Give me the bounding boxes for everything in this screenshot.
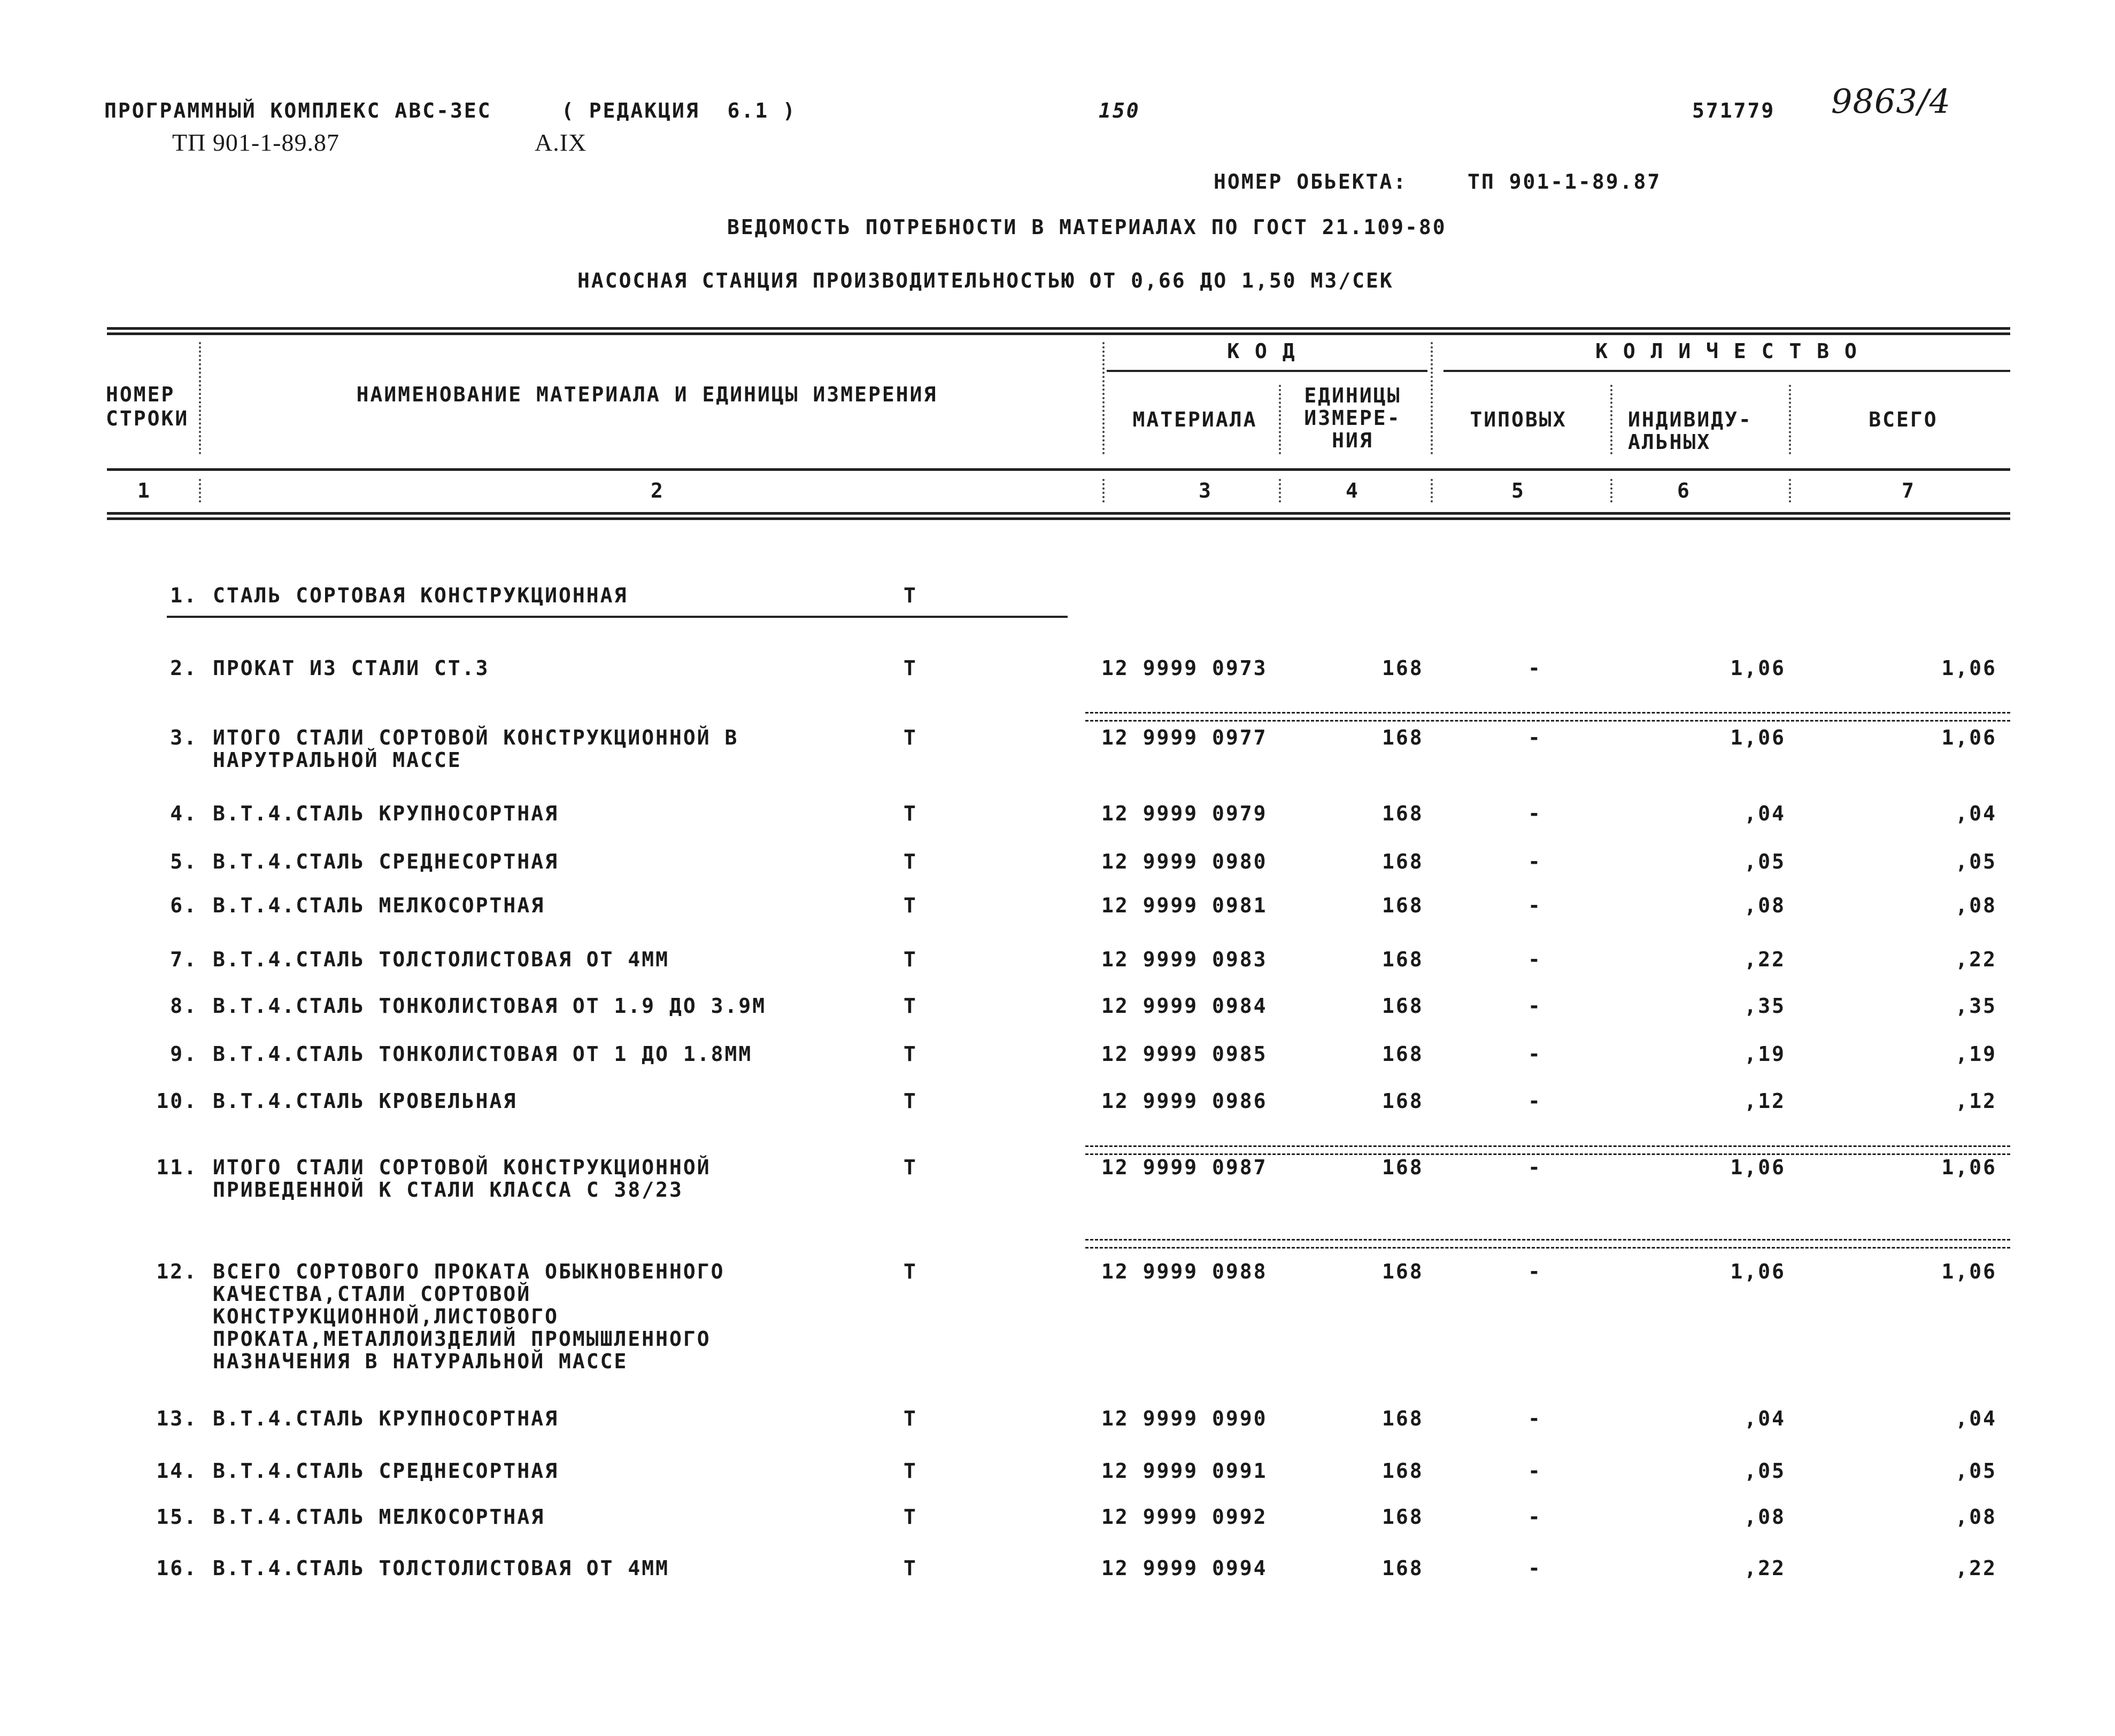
row-material-name-line: СТАЛЬ СОРТОВАЯ КОНСТРУКЦИОННАЯ <box>213 584 628 607</box>
program-name: ПРОГРАММНЫЙ КОМПЛЕКС АВС-3ЕС <box>104 99 492 122</box>
row-total-qty: ,05 <box>1955 850 1997 873</box>
row-typical-qty: - <box>1528 894 1542 917</box>
header-separator-5 <box>1610 385 1612 454</box>
row-individual-qty: ,22 <box>1744 1556 1786 1580</box>
total-separator <box>1085 1239 2010 1249</box>
row-unit: Т <box>904 1556 917 1580</box>
colnum-separator-2 <box>1102 479 1105 502</box>
row-material-code: 12 9999 0986 <box>1101 1089 1268 1113</box>
row-unit: Т <box>904 1089 917 1113</box>
row-material-code: 12 9999 0994 <box>1101 1556 1268 1580</box>
row-material-code: 12 9999 0992 <box>1101 1505 1268 1529</box>
row-unit: Т <box>904 948 917 971</box>
row-unit: Т <box>904 850 917 873</box>
header-unit-2: ИЗМЕРЕ- <box>1304 406 1401 430</box>
row-material-code: 12 9999 0973 <box>1101 656 1268 680</box>
row-unit-code: 168 <box>1382 802 1424 825</box>
row-number: 6. <box>170 894 198 917</box>
row-total-qty: ,35 <box>1955 994 1997 1018</box>
header-separator-6 <box>1789 385 1791 454</box>
row-number: 1. <box>170 584 198 607</box>
column-number-2: 2 <box>651 479 665 502</box>
row-material-name-line: В.Т.4.СТАЛЬ СРЕДНЕСОРТНАЯ <box>213 850 559 873</box>
row-number: 16. <box>156 1556 198 1580</box>
header-mid-rule <box>107 468 2010 471</box>
row-unit: Т <box>904 1156 917 1179</box>
row-unit: Т <box>904 584 917 607</box>
row-typical-qty: - <box>1528 1505 1542 1529</box>
row-material-name-line: ИТОГО СТАЛИ СОРТОВОЙ КОНСТРУКЦИОННОЙ В <box>213 726 739 749</box>
header-quantity-underline <box>1444 370 2010 372</box>
row-material-code: 12 9999 0988 <box>1101 1260 1268 1283</box>
subtotal-separator-2 <box>1085 1145 2010 1155</box>
row-unit: Т <box>904 894 917 917</box>
column-number-6: 6 <box>1677 479 1691 502</box>
row-individual-qty: ,22 <box>1744 948 1786 971</box>
row-number: 14. <box>156 1459 198 1483</box>
document-subtitle: НАСОСНАЯ СТАНЦИЯ ПРОИЗВОДИТЕЛЬНОСТЬЮ ОТ 0,66 ДО 1,50 М3/СЕК <box>577 269 1394 292</box>
row-typical-qty: - <box>1528 1042 1542 1066</box>
header-individual-2: АЛЬНЫХ <box>1628 430 1711 454</box>
row-material-code: 12 9999 0979 <box>1101 802 1268 825</box>
row-total-qty: ,22 <box>1955 948 1997 971</box>
header-separator-4 <box>1431 342 1433 454</box>
row-material-name-line: В.Т.4.СТАЛЬ КРУПНОСОРТНАЯ <box>213 1407 559 1430</box>
row-total-qty: ,04 <box>1955 802 1997 825</box>
header-material-code: МАТЕРИАЛА <box>1132 408 1257 431</box>
row-typical-qty: - <box>1528 1260 1542 1283</box>
row-material-name-line: НАЗНАЧЕНИЯ В НАТУРАЛЬНОЙ МАССЕ <box>213 1350 628 1373</box>
row-material-code: 12 9999 0985 <box>1101 1042 1268 1066</box>
row-unit: Т <box>904 1042 917 1066</box>
row-unit-code: 168 <box>1382 994 1424 1018</box>
row-total-qty: 1,06 <box>1941 1260 1997 1283</box>
project-code: ТП 901-1-89.87 <box>172 129 339 156</box>
row-material-name-line: ПРИВЕДЕННОЙ К СТАЛИ КЛАССА С 38/23 <box>213 1178 683 1202</box>
row-typical-qty: - <box>1528 802 1542 825</box>
row-material-name-line: НАРУТРАЛЬНОЙ МАССЕ <box>213 748 462 772</box>
row-material-name-line: В.Т.4.СТАЛЬ ТОНКОЛИСТОВАЯ ОТ 1.9 ДО 3.9М <box>213 994 767 1018</box>
row-material-code: 12 9999 0984 <box>1101 994 1268 1018</box>
row-material-code: 12 9999 0990 <box>1101 1407 1268 1430</box>
header-total: ВСЕГО <box>1869 408 1938 431</box>
row-total-qty: ,08 <box>1955 1505 1997 1529</box>
row-unit: Т <box>904 1260 917 1283</box>
handwritten-reference: 9863/4 <box>1831 82 1951 121</box>
row-material-name-line: В.Т.4.СТАЛЬ ТОНКОЛИСТОВАЯ ОТ 1 ДО 1.8ММ <box>213 1042 753 1066</box>
row-material-name-line: КОНСТРУКЦИОННОЙ,ЛИСТОВОГО <box>213 1305 559 1328</box>
subtotal-separator-1 <box>1085 712 2010 722</box>
page-number: 150 <box>1099 99 1140 122</box>
header-unit-3: НИЯ <box>1332 429 1373 452</box>
row-number: 5. <box>170 850 198 873</box>
row-unit: Т <box>904 1459 917 1483</box>
row-total-qty: 1,06 <box>1941 1156 1997 1179</box>
row-unit: Т <box>904 994 917 1018</box>
row-material-name-line: В.Т.4.СТАЛЬ СРЕДНЕСОРТНАЯ <box>213 1459 559 1483</box>
row-individual-qty: 1,06 <box>1730 656 1786 680</box>
object-number-value: ТП 901-1-89.87 <box>1468 170 1662 193</box>
row-unit-code: 168 <box>1382 1042 1424 1066</box>
row-material-code: 12 9999 0980 <box>1101 850 1268 873</box>
table-top-rule <box>107 327 2010 330</box>
row-number: 11. <box>156 1156 198 1179</box>
row-unit-code: 168 <box>1382 1260 1424 1283</box>
colnum-separator-3 <box>1279 479 1281 502</box>
row-material-name-line: В.Т.4.СТАЛЬ ТОЛСТОЛИСТОВАЯ ОТ 4ММ <box>213 948 669 971</box>
row-unit-code: 168 <box>1382 948 1424 971</box>
row-number: 10. <box>156 1089 198 1113</box>
row-total-qty: ,08 <box>1955 894 1997 917</box>
row-number: 3. <box>170 726 198 749</box>
row-material-name-line: В.Т.4.СТАЛЬ КРОВЕЛЬНАЯ <box>213 1089 518 1113</box>
column-number-5: 5 <box>1511 479 1525 502</box>
row-unit-code: 168 <box>1382 1505 1424 1529</box>
colnum-separator-6 <box>1789 479 1791 502</box>
row-individual-qty: ,35 <box>1744 994 1786 1018</box>
row-total-qty: 1,06 <box>1941 656 1997 680</box>
section-underline <box>167 616 1068 618</box>
row-number: 4. <box>170 802 198 825</box>
row-total-qty: 1,06 <box>1941 726 1997 749</box>
row-typical-qty: - <box>1528 850 1542 873</box>
row-material-code: 12 9999 0987 <box>1101 1156 1268 1179</box>
column-number-4: 4 <box>1346 479 1360 502</box>
row-typical-qty: - <box>1528 726 1542 749</box>
row-number: 15. <box>156 1505 198 1529</box>
row-total-qty: ,05 <box>1955 1459 1997 1483</box>
row-unit-code: 168 <box>1382 1556 1424 1580</box>
row-individual-qty: 1,06 <box>1730 1260 1786 1283</box>
album-number: А.IX <box>535 129 587 156</box>
row-number: 7. <box>170 948 198 971</box>
header-bottom-rule-2 <box>107 517 2010 520</box>
colnum-separator-5 <box>1610 479 1612 502</box>
row-typical-qty: - <box>1528 1089 1542 1113</box>
document-number: 571779 <box>1692 99 1776 122</box>
row-individual-qty: 1,06 <box>1730 1156 1786 1179</box>
row-unit-code: 168 <box>1382 894 1424 917</box>
row-individual-qty: ,04 <box>1744 802 1786 825</box>
header-row-number-2: СТРОКИ <box>106 407 189 430</box>
header-typical: ТИПОВЫХ <box>1470 408 1567 431</box>
header-separator-3 <box>1279 385 1281 454</box>
row-unit-code: 168 <box>1382 726 1424 749</box>
row-unit-code: 168 <box>1382 1156 1424 1179</box>
row-individual-qty: 1,06 <box>1730 726 1786 749</box>
row-number: 12. <box>156 1260 198 1283</box>
row-unit-code: 168 <box>1382 1089 1424 1113</box>
row-typical-qty: - <box>1528 994 1542 1018</box>
row-unit: Т <box>904 1407 917 1430</box>
row-unit: Т <box>904 802 917 825</box>
row-material-name-line: В.Т.4.СТАЛЬ МЕЛКОСОРТНАЯ <box>213 1505 545 1529</box>
document-title: ВЕДОМОСТЬ ПОТРЕБНОСТИ В МАТЕРИАЛАХ ПО ГОСТ 21.109-80 <box>727 215 1447 239</box>
row-individual-qty: ,05 <box>1744 850 1786 873</box>
colnum-separator-1 <box>199 479 201 502</box>
program-edition: ( РЕДАКЦИЯ 6.1 ) <box>561 99 797 122</box>
row-material-code: 12 9999 0983 <box>1101 948 1268 971</box>
header-material-name: НАИМЕНОВАНИЕ МАТЕРИАЛА И ЕДИНИЦЫ ИЗМЕРЕНИЯ <box>356 383 938 406</box>
row-material-name-line: В.Т.4.СТАЛЬ МЕЛКОСОРТНАЯ <box>213 894 545 917</box>
header-individual-1: ИНДИВИДУ- <box>1628 408 1753 431</box>
header-separator-1 <box>199 342 201 454</box>
header-unit-1: ЕДИНИЦЫ <box>1304 384 1401 407</box>
row-individual-qty: ,04 <box>1744 1407 1786 1430</box>
header-row-number-1: НОМЕР <box>106 383 175 406</box>
row-typical-qty: - <box>1528 1407 1542 1430</box>
column-number-1: 1 <box>137 479 151 502</box>
header-quantity-group: К О Л И Ч Е С Т В О <box>1595 339 1858 363</box>
row-typical-qty: - <box>1528 1459 1542 1483</box>
row-number: 2. <box>170 656 198 680</box>
row-individual-qty: ,05 <box>1744 1459 1786 1483</box>
row-typical-qty: - <box>1528 1556 1542 1580</box>
row-unit: Т <box>904 726 917 749</box>
column-number-7: 7 <box>1902 479 1916 502</box>
row-material-code: 12 9999 0981 <box>1101 894 1268 917</box>
row-unit-code: 168 <box>1382 656 1424 680</box>
row-typical-qty: - <box>1528 948 1542 971</box>
row-total-qty: ,22 <box>1955 1556 1997 1580</box>
row-unit-code: 168 <box>1382 1459 1424 1483</box>
row-material-name-line: ИТОГО СТАЛИ СОРТОВОЙ КОНСТРУКЦИОННОЙ <box>213 1156 711 1179</box>
row-individual-qty: ,08 <box>1744 1505 1786 1529</box>
row-individual-qty: ,19 <box>1744 1042 1786 1066</box>
object-number-label: НОМЕР ОБЬЕКТА: <box>1214 170 1408 193</box>
header-separator-2 <box>1102 342 1105 454</box>
row-material-name-line: ПРОКАТА,МЕТАЛЛОИЗДЕЛИЙ ПРОМЫШЛЕННОГО <box>213 1327 711 1351</box>
row-unit: Т <box>904 1505 917 1529</box>
row-individual-qty: ,12 <box>1744 1089 1786 1113</box>
row-material-name-line: В.Т.4.СТАЛЬ КРУПНОСОРТНАЯ <box>213 802 559 825</box>
row-total-qty: ,12 <box>1955 1089 1997 1113</box>
row-total-qty: ,19 <box>1955 1042 1997 1066</box>
colnum-separator-4 <box>1431 479 1433 502</box>
row-material-name-line: В.Т.4.СТАЛЬ ТОЛСТОЛИСТОВАЯ ОТ 4ММ <box>213 1556 669 1580</box>
row-number: 8. <box>170 994 198 1018</box>
header-code-group: К О Д <box>1227 339 1296 363</box>
row-number: 13. <box>156 1407 198 1430</box>
row-material-code: 12 9999 0977 <box>1101 726 1268 749</box>
row-material-code: 12 9999 0991 <box>1101 1459 1268 1483</box>
row-unit: Т <box>904 656 917 680</box>
column-number-3: 3 <box>1199 479 1213 502</box>
row-number: 9. <box>170 1042 198 1066</box>
row-total-qty: ,04 <box>1955 1407 1997 1430</box>
header-code-underline <box>1107 370 1427 372</box>
row-material-name-line: ВСЕГО СОРТОВОГО ПРОКАТА ОБЫКНОВЕННОГО <box>213 1260 725 1283</box>
row-material-name-line: ПРОКАТ ИЗ СТАЛИ СТ.3 <box>213 656 490 680</box>
table-top-rule-2 <box>107 332 2010 335</box>
header-bottom-rule <box>107 512 2010 515</box>
row-typical-qty: - <box>1528 1156 1542 1179</box>
row-typical-qty: - <box>1528 656 1542 680</box>
row-unit-code: 168 <box>1382 850 1424 873</box>
row-individual-qty: ,08 <box>1744 894 1786 917</box>
row-material-name-line: КАЧЕСТВА,СТАЛИ СОРТОВОЙ <box>213 1282 531 1306</box>
row-unit-code: 168 <box>1382 1407 1424 1430</box>
